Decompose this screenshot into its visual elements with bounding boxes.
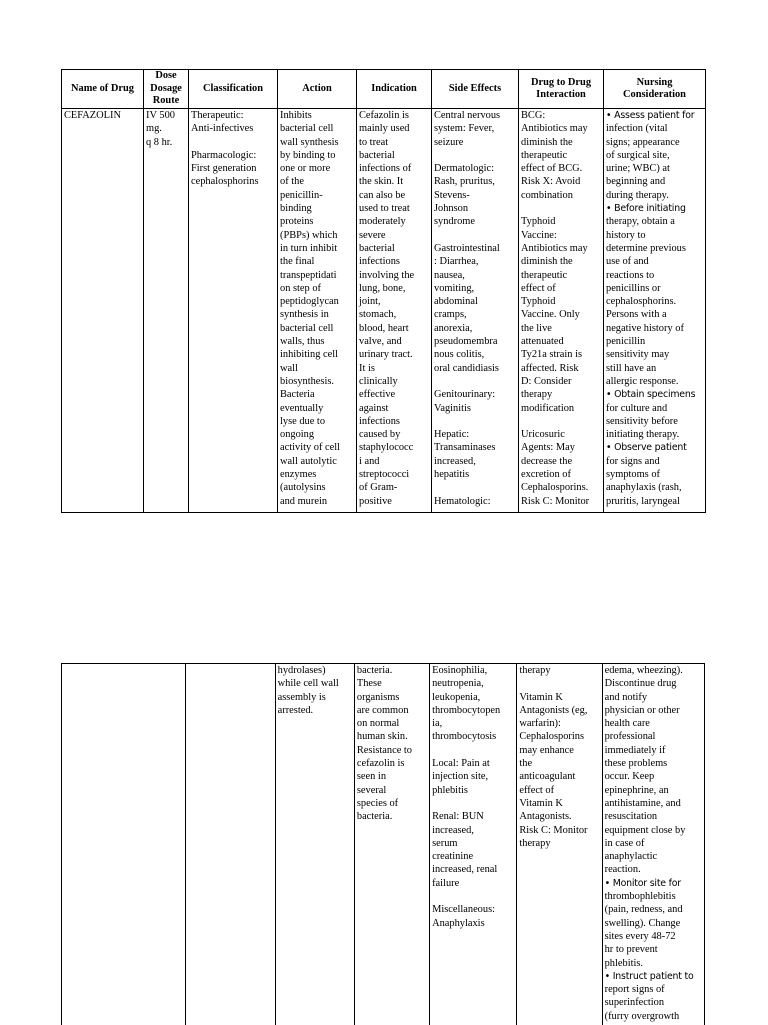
header-indication: Indication <box>357 70 432 109</box>
drug-name-cell: CEFAZOLIN <box>62 109 144 513</box>
drug-table-page-1 <box>61 69 706 513</box>
nursing-bullet-text: for signs and symptoms of anaphylaxis (rash, pruritis, laryngeal <box>606 456 682 507</box>
nursing-cell <box>602 664 704 1025</box>
table-header-row <box>62 70 706 109</box>
header-classification: Classification <box>189 70 278 109</box>
table-row <box>62 109 706 513</box>
indication-cell: bacteria. These organisms are common on normal human skin. Resistance to cefazolin is seen in several species of bacteria. <box>354 664 429 1025</box>
nursing-bullet-heading: • Obtain specimens <box>606 389 695 400</box>
dose-cell: IV 500 mg. q 8 hr. <box>144 109 189 513</box>
drug-name-cell <box>62 664 186 1025</box>
nursing-bullet-text: therapy, obtain a history to determine previous use of and reactions to penicillins or cephalosphorins. Persons with a negative history of penicillin sensitivity may still have an allergic response. <box>606 216 686 387</box>
header-side-effects: Side Effects <box>432 70 519 109</box>
nursing-bullet-text: report signs of superinfection (furry overgrowth <box>605 984 680 1022</box>
header-action: Action <box>278 70 357 109</box>
drug-table-page-2 <box>61 663 705 1025</box>
nursing-bullet-text: edema, wheezing). Discontinue drug and notify physician or other health care professional immediately if these problems occur. Keep epinephrine, an antihistamine, and resuscitation equipment close by in case of anaphylactic reaction. <box>605 665 686 875</box>
action-cell: Inhibits bacterial cell wall synthesis by binding to one or more of the penicillin- binding proteins (PBPs) which in turn inhibit the final transpeptidati on step of peptidoglycan synthesis in bacterial cell walls, thus inhibiting cell wall biosynthesis. Bacteria eventually lyse due to ongoing activity of cell wall autolytic enzymes (autolysins and murein <box>278 109 357 513</box>
classification-cell <box>186 664 275 1025</box>
header-name-of-drug: Name of Drug <box>62 70 144 109</box>
classification-cell: Therapeutic: Anti-infectives Pharmacologic: First generation cephalosphorins <box>189 109 278 513</box>
nursing-bullet-heading: • Observe patient <box>606 442 687 453</box>
side-effects-cell: Eosinophilia, neutropenia, leukopenia, thrombocytopen ia, thrombocytosis Local: Pain at injection site, phlebitis Renal: BUN increased, serum creatinine increased, renal failure Miscellaneous: Anaphylaxis <box>430 664 517 1025</box>
nursing-bullet-heading: • Monitor site for <box>605 878 681 889</box>
interaction-cell: BCG: Antibiotics may diminish the therapeutic effect of BCG. Risk X: Avoid combination Typhoid Vaccine: Antibiotics may diminish the therapeutic effect of Typhoid Vaccine. Only the live attenuated Ty21a strain is affected. Risk D: Consider therapy modification Uricosuric Agents: May decrease the excretion of Cephalosporins. Risk C: Monitor <box>519 109 604 513</box>
header-drug-interaction: Drug to Drug Interaction <box>519 70 604 109</box>
nursing-bullet-heading: • Instruct patient to <box>605 971 694 982</box>
nursing-bullet-text: infection (vital signs; appearance of surgical site, urine; WBC) at beginning and during therapy. <box>606 123 680 200</box>
indication-cell: Cefazolin is mainly used to treat bacterial infections of the skin. It can also be used to treat moderately severe bacterial infections involving the lung, bone, joint, stomach, blood, heart valve, and urinary tract. It is clinically effective against infections caused by staphylococc i and streptococci of Gram- positive <box>357 109 432 513</box>
nursing-bullet-text: thrombophlebitis (pain, redness, and swelling). Change sites every 48-72 hr to prevent phlebitis. <box>605 891 683 968</box>
table-row <box>62 664 705 1025</box>
header-nursing-consideration: Nursing Consideration <box>604 70 706 109</box>
side-effects-cell: Central nervous system: Fever, seizure Dermatologic: Rash, pruritus, Stevens- Johnson syndrome Gastrointestinal : Diarrhea, nausea, vomiting, abdominal cramps, anorexia, pseudomembra nous colitis, oral candidiasis Genitourinary: Vaginitis Hepatic: Transaminases increased, hepatitis Hematologic: <box>432 109 519 513</box>
interaction-cell: therapy Vitamin K Antagonists (eg, warfarin): Cephalosporins may enhance the anticoagulant effect of Vitamin K Antagonists. Risk C: Monitor therapy <box>517 664 602 1025</box>
action-cell: hydrolases) while cell wall assembly is arrested. <box>275 664 354 1025</box>
nursing-bullet-text: for culture and sensitivity before initiating therapy. <box>606 403 679 441</box>
nursing-cell <box>604 109 706 513</box>
nursing-bullet-heading: • Before initiating <box>606 203 686 214</box>
nursing-bullet-heading: • Assess patient for <box>606 110 694 121</box>
header-dose: Dose Dosage Route <box>144 70 189 109</box>
